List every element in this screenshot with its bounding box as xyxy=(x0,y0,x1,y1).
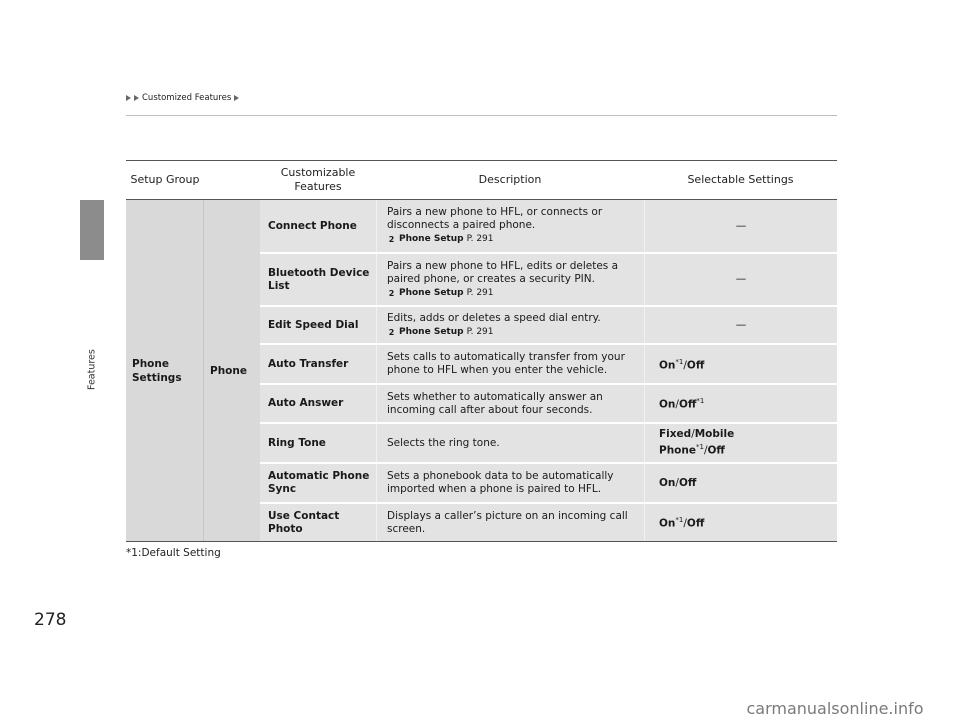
setting-option: Off xyxy=(707,444,725,457)
description-text: Pairs a new phone to HFL, edits or deletes a paired phone, or creates a security PIN. xyxy=(387,259,619,285)
table-row xyxy=(260,305,837,343)
chapter-tab-label: Features xyxy=(86,349,98,391)
table-row xyxy=(260,422,837,462)
description-text: Pairs a new phone to HFL, or connects or disconnects a paired phone. xyxy=(387,206,603,231)
setting-option: Off xyxy=(686,517,705,530)
table-row xyxy=(260,252,837,305)
reference-title: Phone Setup xyxy=(399,234,464,244)
subgroup-phone: Phone xyxy=(204,200,260,541)
description-text: Sets calls to automatically transfer from your phone to HFL when you enter the vehicle. xyxy=(387,351,625,376)
setting-option: Off xyxy=(678,398,697,411)
breadcrumb-arrow-icon xyxy=(134,95,139,101)
breadcrumb-section[interactable]: Customized Features xyxy=(142,93,232,103)
customized-features-table xyxy=(126,160,837,542)
feature-name: Edit Speed Dial xyxy=(268,318,359,331)
feature-description xyxy=(376,307,644,343)
watermark: carmanualsonline.info xyxy=(746,698,924,718)
header-selectable-settings: Selectable Settings xyxy=(687,173,794,186)
feature-name: Auto Answer xyxy=(268,397,344,409)
header-customizable-features: Customizable Features xyxy=(280,166,356,193)
setting-option: On xyxy=(659,359,676,372)
selectable-setting: On/Off$^{*1}$ xyxy=(644,385,837,422)
feature-rows xyxy=(260,200,837,541)
setting-option: On xyxy=(659,476,676,489)
header-setup-group: Setup Group xyxy=(130,173,200,186)
feature-description xyxy=(376,254,644,305)
default-marker: *1 xyxy=(696,397,705,406)
feature-description xyxy=(376,385,644,422)
cross-reference[interactable] xyxy=(387,287,644,300)
description-text: Displays a caller’s picture on an incoming call screen. xyxy=(387,509,628,535)
reference-arrow-icon: 2 xyxy=(388,235,395,244)
feature-name: Auto Transfer xyxy=(268,357,349,370)
setting-option: Off xyxy=(678,476,697,489)
breadcrumb-arrow-icon xyxy=(126,95,131,101)
setting-option: Off xyxy=(686,359,705,372)
feature-description xyxy=(376,345,644,383)
feature-description xyxy=(376,200,644,252)
feature-name: Connect Phone xyxy=(268,219,357,232)
table-row xyxy=(260,343,837,383)
table-body xyxy=(126,200,837,542)
reference-page: P. 291 xyxy=(466,326,494,337)
header-spacer xyxy=(204,161,260,199)
table-row xyxy=(260,502,837,541)
selectable-setting: — xyxy=(644,307,837,343)
description-text: Sets a phonebook data to be automatically imported when a phone is paired to HFL. xyxy=(387,470,614,495)
table-row xyxy=(260,200,837,252)
reference-title: Phone Setup xyxy=(399,287,464,298)
feature-description xyxy=(376,424,644,462)
description-text: Edits, adds or deletes a speed dial entry. xyxy=(387,311,601,324)
selectable-setting: — xyxy=(644,254,837,305)
feature-description xyxy=(376,504,644,541)
reference-arrow-icon: 2 xyxy=(388,288,395,298)
default-marker: *1 xyxy=(695,443,704,452)
feature-name: Automatic Phone Sync xyxy=(268,470,370,495)
page-number: 278 xyxy=(34,610,67,630)
selectable-setting: On$^{*1}$/Off xyxy=(644,504,837,541)
cross-reference[interactable] xyxy=(387,233,644,246)
setting-option: On xyxy=(659,517,676,530)
description-text: Sets whether to automatically answer an incoming call after about four seconds. xyxy=(387,390,603,416)
reference-title: Phone Setup xyxy=(399,326,464,337)
group-phone-settings: Phone Settings xyxy=(126,200,204,541)
setting-option: On xyxy=(659,398,676,411)
reference-arrow-icon: 2 xyxy=(388,327,395,337)
footnote-default-setting: *1:Default Setting xyxy=(126,547,221,559)
table-header xyxy=(126,160,837,200)
feature-name: Bluetooth Device List xyxy=(268,266,370,292)
selectable-setting: On$^{*1}$/Off xyxy=(644,345,837,383)
setting-option: Mobile Phone xyxy=(659,428,735,457)
table-row xyxy=(260,462,837,502)
header-rule xyxy=(126,115,837,116)
cross-reference[interactable] xyxy=(387,326,644,339)
default-marker: *1 xyxy=(675,357,684,366)
selectable-setting: On/Off xyxy=(644,464,837,502)
reference-page: P. 291 xyxy=(466,234,494,244)
chapter-tab-marker xyxy=(80,200,104,260)
default-marker: *1 xyxy=(675,516,684,525)
selectable-setting: Fixed/Mobile Phone$^{*1}$/Off xyxy=(644,424,837,462)
description-text: Selects the ring tone. xyxy=(387,436,500,449)
table-row xyxy=(260,383,837,422)
breadcrumb-arrow-icon xyxy=(234,95,239,101)
feature-description xyxy=(376,464,644,502)
breadcrumb xyxy=(126,93,239,103)
feature-name: Ring Tone xyxy=(268,436,326,449)
header-description: Description xyxy=(478,173,542,186)
selectable-setting: — xyxy=(644,200,837,252)
feature-name: Use Contact Photo xyxy=(268,509,340,535)
reference-page: P. 291 xyxy=(466,287,494,298)
setting-option: Fixed xyxy=(659,428,692,441)
